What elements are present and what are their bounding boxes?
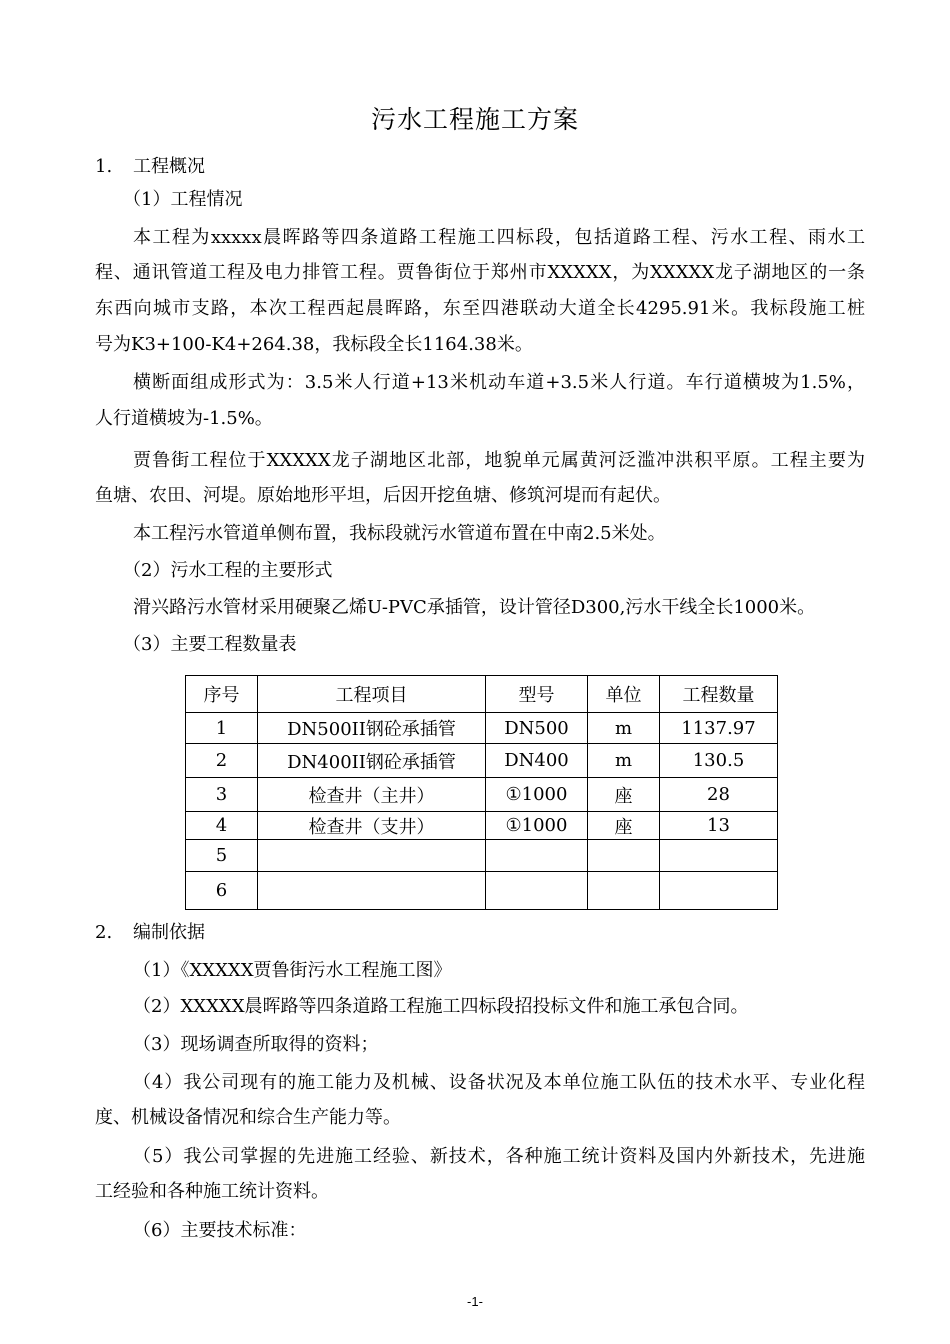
table-cell: 4 (186, 812, 258, 840)
subheading-1: （1）工程情况 (123, 189, 243, 210)
paragraph-line: 贾鲁街工程位于XXXXX龙子湖地区北部，地貌单元属黄河泛滥冲洪积平原。工程主要为 (133, 450, 865, 471)
table-cell: 28 (660, 778, 778, 812)
table-cell: DN400 (486, 744, 588, 778)
table-row (186, 812, 778, 840)
document-title: 污水工程施工方案 (370, 105, 579, 134)
subheading-2: （2）污水工程的主要形式 (123, 560, 333, 581)
table-header-cell: 单位 (588, 676, 660, 713)
basis-item-continued: 度、机械设备情况和综合生产能力等。 (95, 1107, 401, 1128)
table-cell: m (588, 744, 660, 778)
table-cell: DN500 (486, 713, 588, 744)
section2-title: 编制依据 (133, 922, 205, 943)
table-row (186, 744, 778, 778)
paragraph-line: 本工程为xxxxx晨晖路等四条道路工程施工四标段，包括道路工程、污水工程、雨水工 (133, 227, 865, 248)
table-row (186, 713, 778, 744)
table-header-cell: 工程数量 (660, 676, 778, 713)
table-cell: ①1000 (486, 778, 588, 812)
table-row (186, 840, 778, 872)
table-cell: 3 (186, 778, 258, 812)
table-cell (258, 872, 486, 910)
paragraph-line: 程、通讯管道工程及电力排管工程。贾鲁街位于郑州市XXXXX，为XXXXX龙子湖地区的一条 (95, 262, 865, 283)
table-cell: 5 (186, 840, 258, 872)
table-row (186, 778, 778, 812)
basis-item: （2）XXXXX晨晖路等四条道路工程施工四标段招投标文件和施工承包合同。 (133, 996, 749, 1017)
table-cell (660, 840, 778, 872)
table-cell: 检查井（支井） (258, 812, 486, 840)
quantity-table (185, 675, 778, 910)
paragraph-line: 本工程污水管道单侧布置，我标段就污水管道布置在中南2.5米处。 (133, 523, 666, 544)
table-cell (486, 840, 588, 872)
section2-heading (95, 921, 865, 945)
table-row (186, 872, 778, 910)
section1-heading (95, 155, 865, 179)
page-number: -1- (467, 1294, 483, 1309)
paragraph-line: 滑兴路污水管材采用硬聚乙烯U-PVC承插管，设计管径D300,污水干线全长1000米。 (133, 597, 816, 618)
paragraph-line: 号为K3+100-K4+264.38，我标段全长1164.38米。 (95, 334, 533, 355)
table-cell: 1 (186, 713, 258, 744)
basis-item: （1）《XXXXX贾鲁街污水工程施工图》 (133, 960, 452, 981)
table-cell (588, 840, 660, 872)
table-header-row (186, 676, 778, 713)
basis-item: （6）主要技术标准： (133, 1220, 307, 1241)
table-cell (660, 872, 778, 910)
basis-item-continued: 工经验和各种施工统计资料。 (95, 1181, 329, 1202)
table-cell: 2 (186, 744, 258, 778)
table-cell (486, 872, 588, 910)
table-cell: ①1000 (486, 812, 588, 840)
paragraph-line: 鱼塘、农田、河堤。原始地形平坦，后因开挖鱼塘、修筑河堤而有起伏。 (95, 485, 671, 506)
table-cell: 6 (186, 872, 258, 910)
section1-title: 工程概况 (133, 156, 205, 177)
table-cell: 座 (588, 812, 660, 840)
table-header-cell: 序号 (186, 676, 258, 713)
table-cell: m (588, 713, 660, 744)
table-cell: 1137.97 (660, 713, 778, 744)
basis-item: （4）我公司现有的施工能力及机械、设备状况及本单位施工队伍的技术水平、专业化程 (133, 1072, 865, 1093)
table-header-cell: 工程项目 (258, 676, 486, 713)
table-cell: 座 (588, 778, 660, 812)
table-cell: 13 (660, 812, 778, 840)
basis-item: （5）我公司掌握的先进施工经验、新技术，各种施工统计资料及国内外新技术，先进施 (133, 1146, 865, 1167)
table-cell: DN500II钢砼承插管 (258, 713, 486, 744)
paragraph-line: 东西向城市支路，本次工程西起晨晖路，东至四港联动大道全长4295.91米。我标段施工桩 (95, 298, 865, 319)
table-header-cell: 型号 (486, 676, 588, 713)
table-cell: DN400II钢砼承插管 (258, 744, 486, 778)
table-cell (588, 872, 660, 910)
paragraph-line: 人行道横坡为-1.5%。 (95, 408, 273, 429)
table-cell: 130.5 (660, 744, 778, 778)
section1-number: 1. (95, 156, 113, 177)
basis-item: （3）现场调查所取得的资料； (133, 1034, 379, 1055)
subheading-3: （3）主要工程数量表 (123, 634, 297, 655)
paragraph-line: 横断面组成形式为：3.5米人行道+13米机动车道+3.5米人行道。车行道横坡为1.5%， (133, 372, 865, 393)
section2-number: 2. (95, 922, 113, 943)
table-cell: 检查井（主井） (258, 778, 486, 812)
table-cell (258, 840, 486, 872)
